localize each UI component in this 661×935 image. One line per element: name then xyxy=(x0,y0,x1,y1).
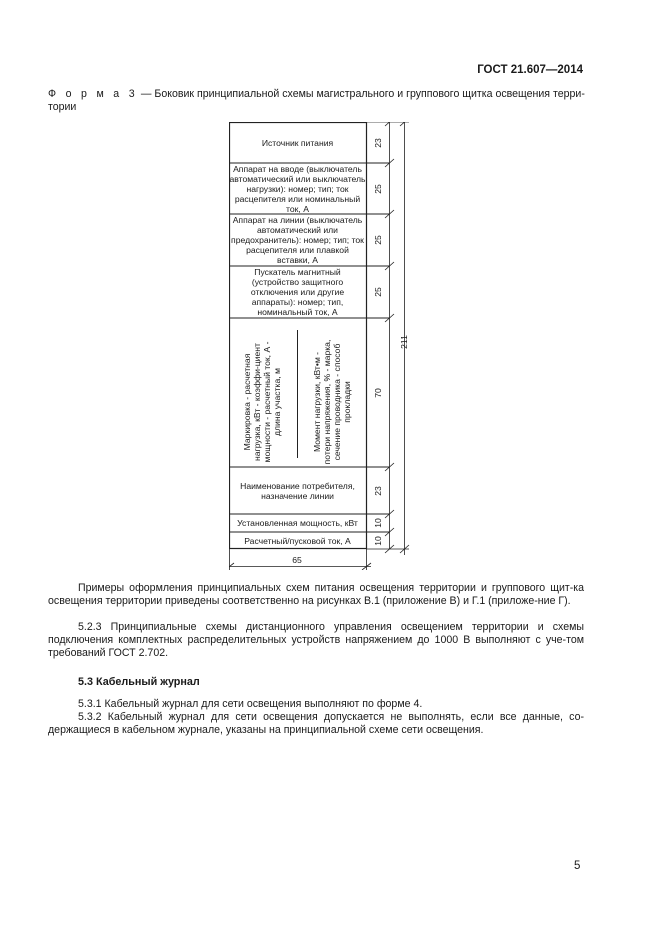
form-3-side-table xyxy=(229,122,423,570)
row-magnetic-starter xyxy=(229,266,366,318)
dim-row-7: 10 xyxy=(372,518,383,528)
paragraph-5-2-3: 5.2.3 Принципиальные схемы дистанционного управления освещением территории и схемы подключения комплектных распределительных устройств напряжением до 1000 В выполняют с уче-том требований ГОСТ 2.702. xyxy=(48,621,584,660)
dim-row-5: 70 xyxy=(372,387,383,398)
row-label: Установленная мощность, кВт xyxy=(237,518,358,528)
vertical-text-load-moment: Момент нагрузки, кВт•м - потери напряжения, % - марка, сечение проводника - способ прокладки xyxy=(312,339,352,465)
form-caption-prefix: Ф о р м а 3 xyxy=(48,88,138,100)
row-label: Аппарат на линии (выключатель автоматический или предохранитель): номер; тип; ток расцепителя или плавкой вставки, А xyxy=(231,215,364,265)
row-label: Пускатель магнитный (устройство защитного отключения или другие аппараты): номер; тип, номинальный ток, А xyxy=(250,267,345,317)
paragraph-5-3-2: 5.3.2 Кабельный журнал для сети освещения допускается не выполнять, если все данные, со-держащиеся в кабельном журнале, указаны на принципиальной схеме сети освещения. xyxy=(48,711,584,737)
row-input-device xyxy=(229,163,366,214)
page-number: 5 xyxy=(574,860,581,872)
row-power-source xyxy=(229,122,366,163)
row-label: Расчетный/пусковой ток, А xyxy=(244,535,351,546)
form-caption-text: — Боковик принципиальной схемы магистрального и группового щитка освещения терри-тории xyxy=(48,88,585,113)
section-title-5-3: 5.3 Кабельный журнал xyxy=(78,676,200,688)
document-code: ГОСТ 21.607—2014 xyxy=(477,64,583,76)
row-installed-power xyxy=(229,514,366,532)
row-label: Наименование потребителя, назначение линии xyxy=(240,480,355,501)
dim-row-1: 23 xyxy=(372,137,383,148)
vertical-text-marking: Маркировка - расчетная нагрузка, кВт - коэффи-циент мощности - расчетный ток, А - длина участка, м xyxy=(242,341,282,463)
dim-row-4: 25 xyxy=(372,287,383,297)
dim-row-2: 25 xyxy=(372,183,383,194)
paragraph-5-3-1: 5.3.1 Кабельный журнал для сети освещения выполняют по форме 4. xyxy=(78,698,423,710)
row-consumer-name xyxy=(229,467,366,514)
dim-row-3: 25 xyxy=(372,235,383,245)
dim-total-width: 65 xyxy=(292,555,302,565)
row-label: Источник питания xyxy=(261,137,334,148)
form-caption xyxy=(48,88,588,114)
dim-row-8: 10 xyxy=(372,535,383,546)
dim-row-6: 23 xyxy=(372,485,383,496)
row-line-device xyxy=(229,214,366,266)
row-label: Аппарат на вводе (выключатель автоматический или выключатель нагрузки): номер; тип; ток расцепителя или номинальный ток, А xyxy=(229,163,366,214)
dim-total-height: 211 xyxy=(398,335,409,349)
paragraph-examples: Примеры оформления принципиальных схем питания освещения территории и группового щит-ка освещения территории приведены соответственно на рисунках В.1 (приложение В) и Г.1 (приложе-ние Г). xyxy=(48,582,584,608)
row-design-current xyxy=(229,532,366,549)
